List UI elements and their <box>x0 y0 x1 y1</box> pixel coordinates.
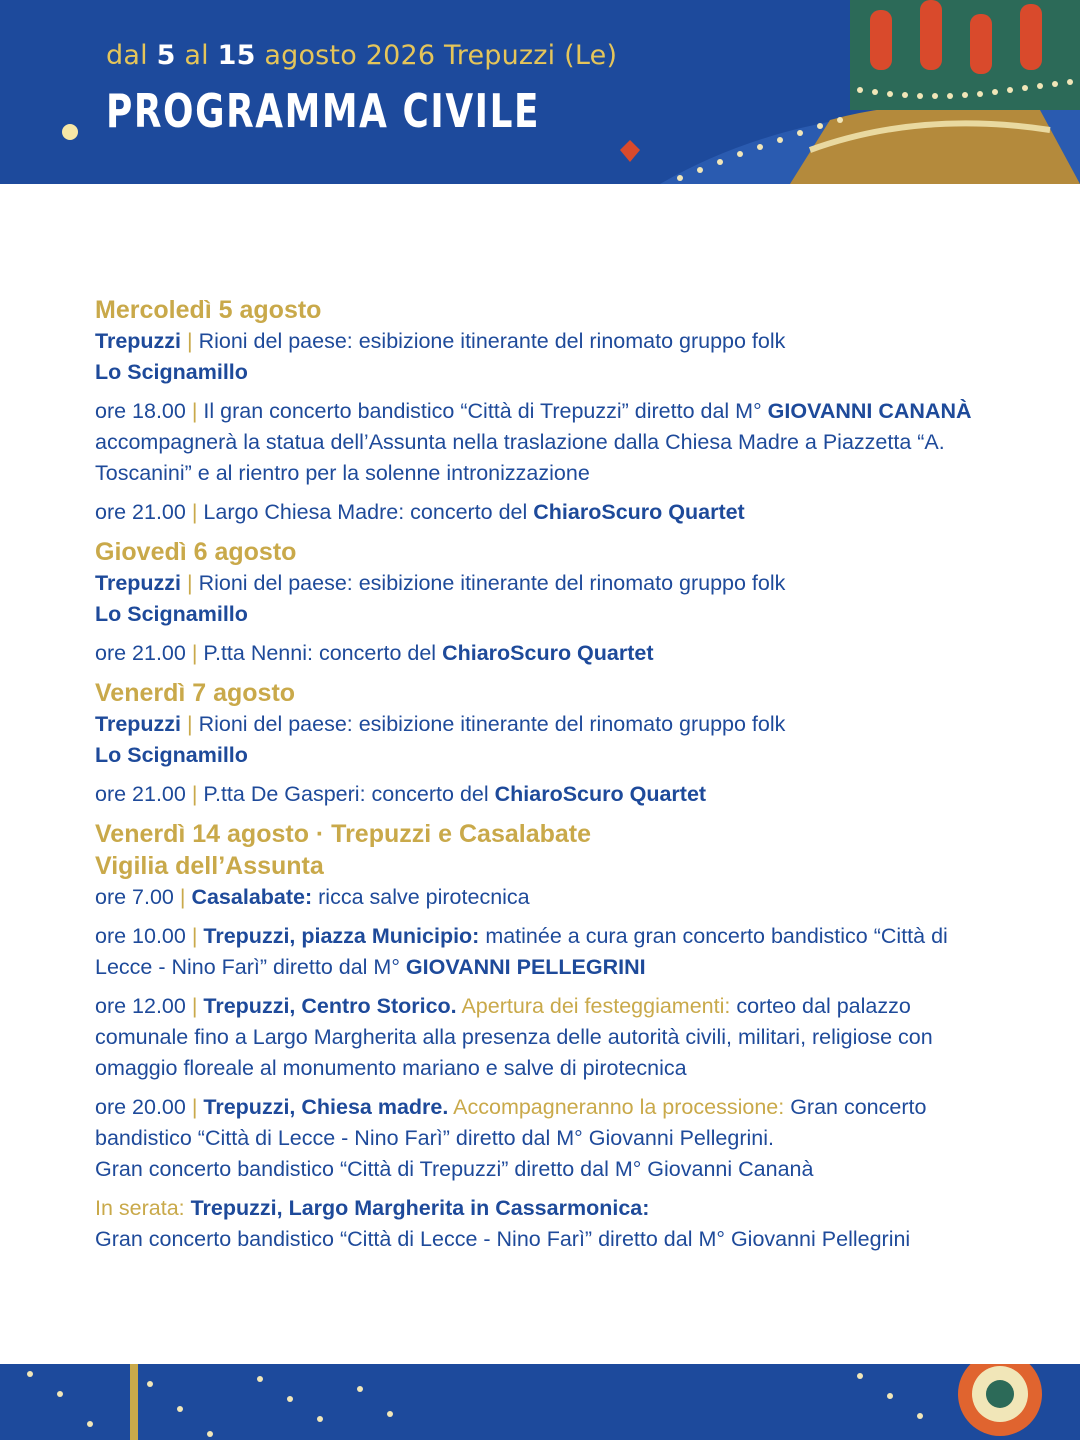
program-entry <box>95 779 995 810</box>
program-entry <box>95 991 995 1084</box>
event-dates: dal 5 al 15 agosto 2026 Trepuzzi (Le) <box>106 40 618 71</box>
entry-text: P.tta Nenni: concerto del <box>203 641 443 665</box>
day-section <box>95 818 995 1255</box>
day-section <box>95 294 995 528</box>
day-heading: Mercoledì 5 agosto <box>95 296 322 324</box>
entry-text: Rioni del paese: esibizione itinerante del rinomato gruppo folk <box>198 712 786 736</box>
entry-text: ChiaroScuro Quartet <box>533 500 745 524</box>
entry-text: | <box>185 641 204 665</box>
decorative-dot <box>62 124 78 140</box>
day-section <box>95 536 995 669</box>
entry-text: Rioni del paese: esibizione itinerante del rinomato gruppo folk <box>198 329 786 353</box>
entry-text: matinée a cura gran concerto bandistico “Città di Lecce - Nino Farì” diretto dal M° <box>95 924 948 979</box>
entry-text: Lo Scignamillo <box>95 360 248 384</box>
program-entry <box>95 568 995 630</box>
entry-text: | <box>185 1095 204 1119</box>
entry-text: ore 21.00 <box>95 782 186 806</box>
entry-text: Il gran concerto bandistico “Città di Trepuzzi” diretto dal M° <box>203 399 768 423</box>
program-entry <box>95 921 995 983</box>
entry-text: ricca salve pirotecnica <box>312 885 530 909</box>
header-banner <box>0 0 1080 184</box>
entry-text: | <box>173 885 192 909</box>
entry-text: Lo Scignamillo <box>95 602 248 626</box>
program-entry <box>95 709 995 771</box>
program-entry <box>95 396 995 489</box>
entry-text: Lo Scignamillo <box>95 743 248 767</box>
luminarie-footer-illustration <box>0 1364 1080 1440</box>
entry-text: Largo Chiesa Madre: concerto del <box>203 500 534 524</box>
entry-text: | <box>185 782 204 806</box>
entry-text: ChiaroScuro Quartet <box>442 641 654 665</box>
program-list <box>95 294 995 1263</box>
entry-text: corteo dal palazzo comunale fino a Largo Margherita alla presenza delle autorità civili, militari, religiose con omaggio floreale al monumento mariano e salve di pirotecnica <box>95 994 933 1080</box>
program-entry <box>95 882 995 913</box>
entry-text: | <box>185 500 204 524</box>
entry-text: ore 20.00 <box>95 1095 186 1119</box>
entry-text: Trepuzzi <box>95 712 182 736</box>
day-heading: Venerdì 14 agosto · Trepuzzi e Casalabate Vigilia dell’Assunta <box>95 820 592 880</box>
program-entry <box>95 1092 995 1185</box>
entry-text: Casalabate: <box>191 885 313 909</box>
entry-text: | <box>185 994 204 1018</box>
entry-text: In serata: <box>95 1196 185 1220</box>
entry-text: Accompagneranno la processione: <box>448 1095 785 1119</box>
entry-text: P.tta De Gasperi: concerto del <box>203 782 495 806</box>
entry-text: Trepuzzi, Chiesa madre. <box>203 1095 449 1119</box>
program-entry <box>95 638 995 669</box>
entry-text: Gran concerto bandistico “Città di Lecce - Nino Farì” diretto dal M° Giovanni Pellegrini. Gran concerto bandistico “Città di Trepuzzi” diretto dal M° Giovanni Cananà <box>95 1095 927 1181</box>
day-heading: Giovedì 6 agosto <box>95 538 297 566</box>
entry-text: ore 7.00 <box>95 885 174 909</box>
program-entry <box>95 497 995 528</box>
entry-text: | <box>185 399 204 423</box>
entry-text: Trepuzzi <box>95 571 182 595</box>
entry-text: | <box>181 571 199 595</box>
day-section <box>95 677 995 810</box>
entry-text: | <box>181 329 199 353</box>
day-heading: Venerdì 7 agosto <box>95 679 296 707</box>
luminarie-illustration <box>620 0 1080 184</box>
entry-text: Trepuzzi, Largo Margherita in Cassarmonica: <box>184 1196 650 1220</box>
entry-text: GIOVANNI PELLEGRINI <box>405 955 646 979</box>
entry-text: GIOVANNI CANANÀ <box>767 399 972 423</box>
program-entry <box>95 1193 995 1255</box>
entry-text: ore 18.00 <box>95 399 186 423</box>
entry-text: Trepuzzi, piazza Municipio: <box>203 924 480 948</box>
entry-text: Trepuzzi <box>95 329 182 353</box>
entry-text: ChiaroScuro Quartet <box>494 782 707 806</box>
entry-text: Gran concerto bandistico “Città di Lecce - Nino Farì” diretto dal M° Giovanni Pellegrini <box>95 1227 911 1251</box>
footer-banner <box>0 1364 1080 1440</box>
entry-text: | <box>185 924 204 948</box>
program-entry <box>95 326 995 388</box>
entry-text: ore 21.00 <box>95 641 186 665</box>
entry-text: Rioni del paese: esibizione itinerante del rinomato gruppo folk <box>198 571 786 595</box>
entry-text: accompagnerà la statua dell’Assunta nella traslazione dalla Chiesa Madre a Piazzetta “A. Toscanini” e al rientro per la solenne intronizzazione <box>95 430 945 485</box>
entry-text: Apertura dei festeggiamenti: <box>456 994 731 1018</box>
entry-text: Trepuzzi, Centro Storico. <box>203 994 457 1018</box>
entry-text: ore 21.00 <box>95 500 186 524</box>
entry-text: | <box>181 712 199 736</box>
page-title: PROGRAMMA CIVILE <box>106 84 541 138</box>
entry-text: ore 10.00 <box>95 924 186 948</box>
entry-text: ore 12.00 <box>95 994 186 1018</box>
